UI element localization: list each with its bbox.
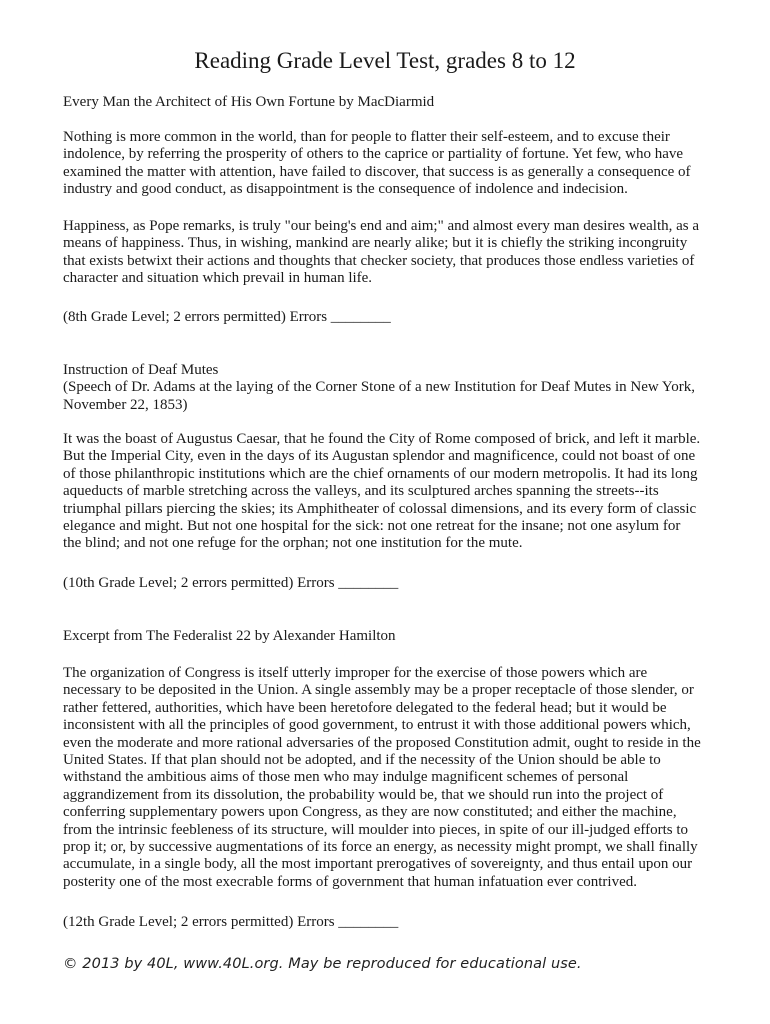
text-line: that exists betwixt their actions and thoughts that checker society, that produces those endless varieties of: [63, 252, 695, 269]
text-line: posterity one of the most execrable forms of government that human infatuation ever contrived.: [63, 873, 637, 890]
passage2-grade-level: (10th Grade Level; 2 errors permitted) Errors ________: [63, 575, 399, 591]
text-line: indolence, by referring the prosperity of others to the caprice or partiality of fortune. Yet few, who have: [63, 146, 684, 163]
text-line: aqueducts of marble stretching across the valleys, and its sculptured arches spanning the streets--its: [63, 483, 659, 500]
passage1-heading: Every Man the Architect of His Own Fortune by MacDiarmid: [63, 94, 435, 110]
heading-line: Instruction of Deaf Mutes: [63, 362, 219, 378]
text-line: elegance and might. But not one hospital for the sick: not one retreat for the insane; not one asylum for: [63, 518, 681, 535]
text-line: industry and good conduct, as disappointment is the consequence of indolence and indecision.: [63, 181, 628, 198]
text-line: character and situation which prevail in human life.: [63, 270, 373, 287]
text-line: even the moderate and more rational adversaries of the proposed Constitution admit, ought to reside in the: [63, 734, 701, 751]
passage3-grade-level: (12th Grade Level; 2 errors permitted) Errors ________: [63, 914, 399, 930]
text-line: It was the boast of Augustus Caesar, that he found the City of Rome composed of brick, and left it marble.: [63, 431, 701, 447]
passage2-heading: [63, 362, 713, 414]
text-line: triumphal pillars piercing the skies; its Amphitheater of colossal dimensions, and its every form of classic: [63, 500, 697, 517]
text-line: of those philanthropic institutions which are the chief ornaments of our modern metropolis. It had its long: [63, 465, 698, 482]
text-line: aggrandizement from its dissolution, the probability would be, that we should run into the project of: [63, 786, 664, 803]
passage3-heading: Excerpt from The Federalist 22 by Alexander Hamilton: [63, 628, 396, 644]
text-line: rather fettered, authorities, which have been heretofore delegated to the federal head; but it would be: [63, 699, 667, 716]
text-line: prop it; or, by successive augmentations of its force an energy, as necessity might prompt, we shall finally: [63, 839, 698, 856]
heading-line: (Speech of Dr. Adams at the laying of the Corner Stone of a new Institution for Deaf Mutes in New York,: [63, 379, 695, 396]
text-line: examined the matter with attention, have failed to discover, that success is as generally a consequence of: [63, 163, 691, 180]
text-line: But the Imperial City, even in the days of its Augustan splendor and magnificence, could not boast of one: [63, 448, 696, 465]
text-line: withstand the ambitious aims of those men who may indulge magnificent schemes of personal: [63, 769, 629, 786]
passage3-paragraph1: [63, 665, 713, 891]
heading-line: November 22, 1853): [63, 396, 188, 413]
text-line: necessary to be deposited in the Union. A single assembly may be a proper receptacle of those slender, or: [63, 682, 694, 699]
passage1-paragraph1: [63, 129, 713, 199]
text-line: conferring supplementary powers upon Congress, as they are now constituted; and either the machine,: [63, 804, 677, 821]
text-line: Nothing is more common in the world, than for people to flatter their self-esteem, and to excuse their: [63, 129, 670, 145]
text-line: Happiness, as Pope remarks, is truly "our being's end and aim;" and almost every man desires wealth, as a: [63, 218, 700, 234]
passage2-paragraph1: [63, 431, 713, 553]
copyright-footer: © 2013 by 40L, www.40L.org. May be reproduced for educational use.: [63, 956, 582, 972]
text-line: United States. If that plan should not be adopted, and if the necessity of the Union should be able to: [63, 752, 661, 769]
text-line: means of happiness. Thus, in wishing, mankind are nearly alike; but it is chiefly the striking incongruity: [63, 235, 688, 252]
text-line: from the intrinsic feebleness of its structure, will moulder into pieces, in spite of our ill-judged efforts to: [63, 821, 688, 838]
page-title: Reading Grade Level Test, grades 8 to 12: [194, 48, 576, 73]
passage1-grade-level: (8th Grade Level; 2 errors permitted) Errors ________: [63, 309, 391, 325]
text-line: the blind; and not one refuge for the orphan; not one institution for the mute.: [63, 535, 523, 552]
text-line: accumulate, in a single body, all the most important prerogatives of sovereignty, and thus entail upon our: [63, 856, 693, 873]
text-line: inconsistent with all the principles of good government, to entrust it with those additional powers which,: [63, 717, 691, 734]
text-line: The organization of Congress is itself utterly improper for the exercise of those powers which are: [63, 665, 648, 681]
passage1-paragraph2: [63, 218, 713, 288]
